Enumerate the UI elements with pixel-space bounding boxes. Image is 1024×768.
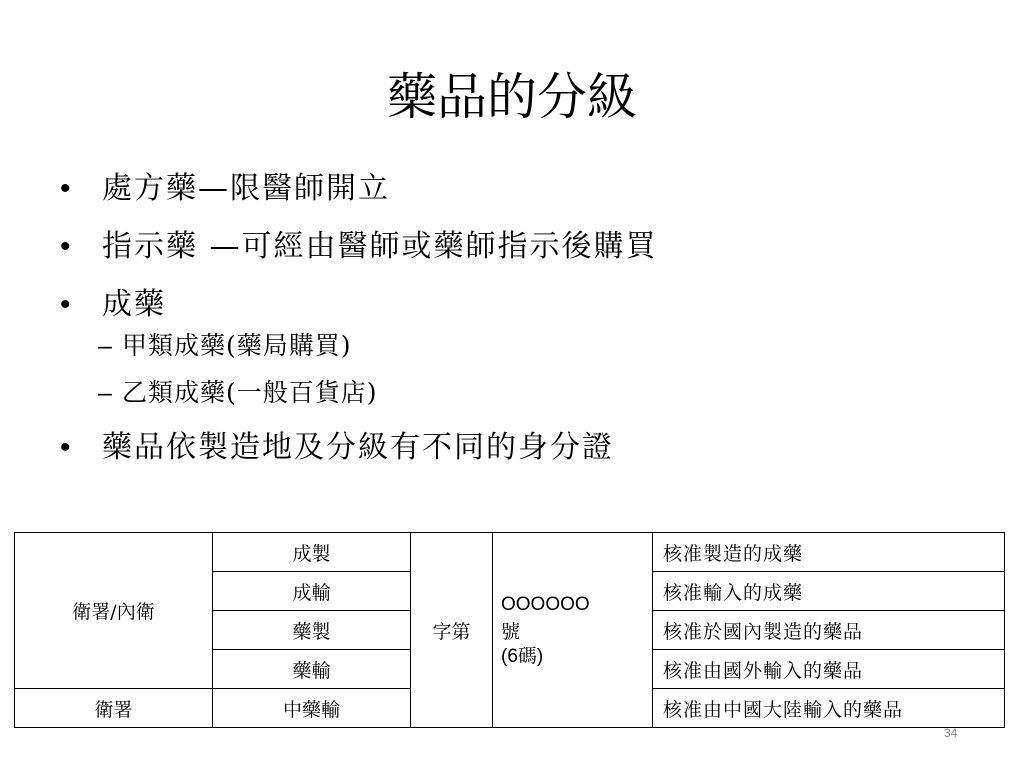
description-cell: 核准由國外輸入的藥品 (653, 650, 1005, 689)
dash-marker: – (98, 332, 113, 360)
bullet-text: 藥品依製造地及分級有不同的身分證 (102, 430, 614, 465)
table-row (15, 533, 1005, 572)
license-number-table (14, 532, 1005, 728)
dash-marker: – (98, 379, 113, 407)
bullet-indicated-drug (60, 228, 1000, 266)
number-note: (6碼) (501, 645, 544, 667)
sub-bullet-list (98, 330, 1000, 409)
type-cell: 成製 (213, 533, 411, 572)
authority-cell: 衛署 (15, 689, 213, 728)
bullet-otc-drug (60, 286, 1000, 409)
sub-bullet-text: 甲類成藥(藥局購買) (122, 331, 352, 360)
description-cell: 核准由中國大陸輸入的藥品 (653, 689, 1005, 728)
authority-cell: 衛署/內衛 (15, 533, 213, 689)
bullet-drug-id (60, 429, 1000, 467)
number-code: OOOOOO (501, 593, 590, 615)
sub-bullet-class-a (98, 330, 1000, 362)
type-cell: 藥輸 (213, 650, 411, 689)
description-cell: 核准於國內製造的藥品 (653, 611, 1005, 650)
number-suffix: 號 (501, 620, 521, 643)
type-cell: 藥製 (213, 611, 411, 650)
bullet-text: 成藥 (102, 287, 166, 322)
description-cell: 核准輸入的成藥 (653, 572, 1005, 611)
bullet-marker: • (60, 431, 73, 464)
type-cell: 成輸 (213, 572, 411, 611)
slide-title: 藥品的分級 (387, 68, 637, 126)
sub-bullet-class-b (98, 377, 1000, 409)
bullet-marker: • (60, 172, 73, 205)
bullet-list (60, 170, 1000, 487)
page-number: 34 (944, 726, 958, 740)
bullet-text: 指示藥 —可經由醫師或藥師指示後購買 (102, 229, 658, 264)
sub-bullet-text: 乙類成藥(一般百貨店) (122, 378, 378, 407)
bullet-prescription-drug (60, 170, 1000, 208)
number-cell (493, 533, 653, 728)
word-cell: 字第 (411, 533, 493, 728)
bullet-marker: • (60, 230, 73, 263)
type-cell: 中藥輸 (213, 689, 411, 728)
description-cell: 核准製造的成藥 (653, 533, 1005, 572)
bullet-marker: • (60, 288, 73, 321)
bullet-text: 處方藥—限醫師開立 (102, 171, 390, 206)
